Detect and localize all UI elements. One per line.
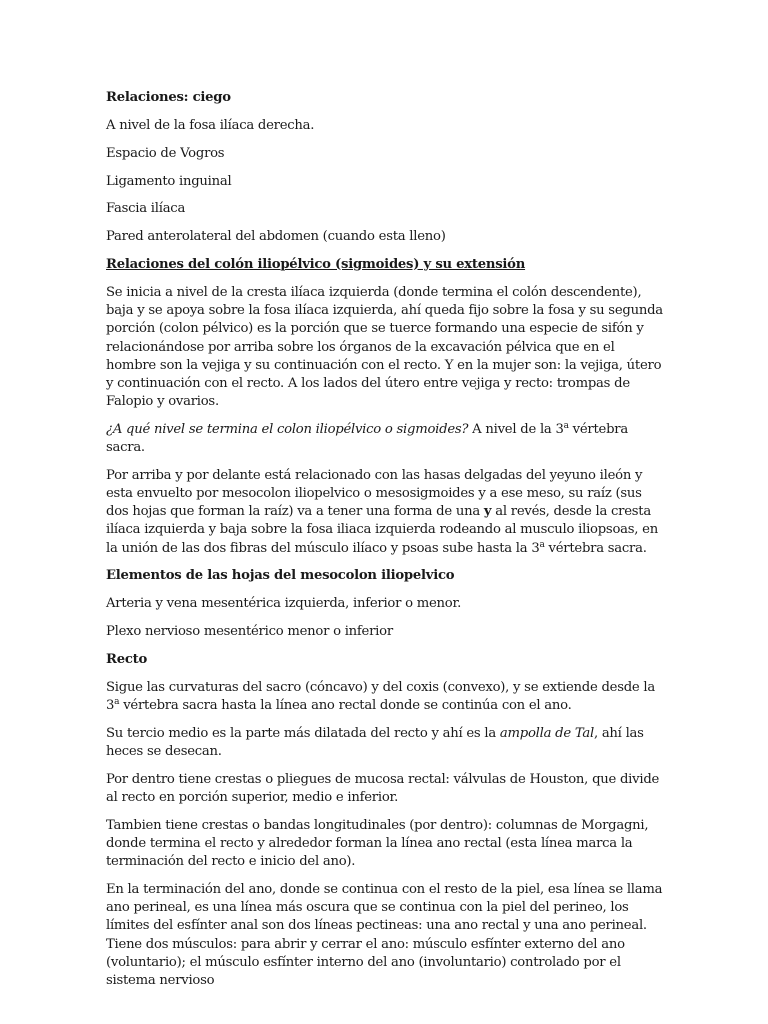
ordinal-superscript: a: [563, 420, 569, 431]
answer-text-end: vértebra sacra.: [106, 421, 628, 456]
ciego-item: A nivel de la fosa ilíaca derecha.: [106, 118, 315, 134]
recto-paragraph-4: Tambien tiene crestas o bandas longitudinales (por dentro): columnas de Morgagni, donde termina el recto y alrededor forman la línea ano rectal (esta línea marca la terminación del recto e inicio del ano).: [106, 817, 649, 870]
paragraph-text: vértebra sacra hasta la línea ano rectal donde se continúa con el ano.: [119, 698, 572, 714]
mesocolon-item: Plexo nervioso mesentérico menor o inferior: [106, 624, 393, 640]
paragraph-text: Sigue las curvaturas del sacro (cóncavo) y del coxis (convexo), y se extiende desde la 3: [106, 680, 655, 714]
ciego-item: Ligamento inguinal: [106, 173, 232, 189]
document-body: [106, 89, 666, 1000]
recto-paragraph-1: [106, 679, 666, 715]
sigmoides-question-paragraph: [106, 421, 666, 457]
question-text: ¿A qué nivel se termina el colon iliopélvico o sigmoides?: [106, 421, 469, 437]
ciego-item: Fascia ilíaca: [106, 201, 186, 217]
sigmoides-relations-paragraph: [106, 467, 666, 558]
heading-mesocolon: Elementos de las hojas del mesocolon iliopelvico: [106, 568, 455, 584]
ampolla-term: ampolla de Tal: [499, 725, 594, 741]
ciego-item: Pared anterolateral del abdomen (cuando esta lleno): [106, 229, 446, 245]
sigmoides-paragraph: Se inicia a nivel de la cresta ilíaca izquierda (donde termina el colón descendente), baja y se apoya sobre la fosa ilíaca izquierda, ahí queda fijo sobre la fosa y su segunda porción (colon pélvico) es la porción que se tuerce formando una especie de sifón y relacionándose por arriba sobre los órganos de la excavación pélvica que en el hombre son la vejiga y su continuación con el recto. Y en la mujer son: la vejiga, útero y continuación con el recto. A los lados del útero entre vejiga y recto: trompas de Falopio y ovarios.: [106, 284, 663, 410]
heading-recto: Recto: [106, 651, 148, 667]
bold-letter-y: y: [483, 504, 492, 520]
paragraph-text: vértebra sacra.: [544, 540, 647, 556]
ordinal-superscript: a: [539, 539, 545, 550]
heading-relaciones-sigmoides: Relaciones del colón iliopélvico (sigmoides) y su extensión: [106, 256, 526, 272]
paragraph-text: , ahí las heces se desecan.: [106, 725, 644, 760]
paragraph-text: Por arriba y por delante está relacionado con las hasas delgadas del yeyuno ileón y esta envuelto por mesocolon iliopelvico o mesosigmoides y a ese meso, su raíz (sus dos hojas que forman la raíz) va a tener una forma de una: [106, 467, 643, 520]
ciego-item: Espacio de Vogros: [106, 145, 225, 161]
paragraph-text: Su tercio medio es la parte más dilatada del recto y ahí es la: [106, 725, 500, 741]
ordinal-superscript: a: [114, 697, 120, 708]
recto-paragraph-2: [106, 725, 666, 761]
mesocolon-item: Arteria y vena mesentérica izquierda, inferior o menor.: [106, 596, 462, 612]
recto-paragraph-3: Por dentro tiene crestas o pliegues de mucosa rectal: válvulas de Houston, que divide al recto en porción superior, medio e inferior.: [106, 771, 660, 806]
paragraph-text: al revés, desde la cresta ilíaca izquierda y baja sobre la fosa iliaca izquierda rodeando al musculo iliopsoas, en la unión de las dos fibras del músculo ilíaco y psoas sube hasta la 3: [106, 504, 658, 556]
recto-paragraph-5: En la terminación del ano, donde se continua con el resto de la piel, esa línea se llama ano perineal, es una línea más oscura que se continua con la piel del perineo, los límites del esfínter anal son dos líneas pectineas: una ano rectal y una ano perineal. Tiene dos músculos: para abrir y cerrar el ano: músculo esfínter externo del ano (voluntario); el músculo esfínter interno del ano (involuntario) controlado por el sistema nervioso: [106, 881, 663, 988]
heading-relaciones-ciego: Relaciones: ciego: [106, 90, 231, 105]
answer-text: A nivel de la 3: [468, 421, 564, 437]
